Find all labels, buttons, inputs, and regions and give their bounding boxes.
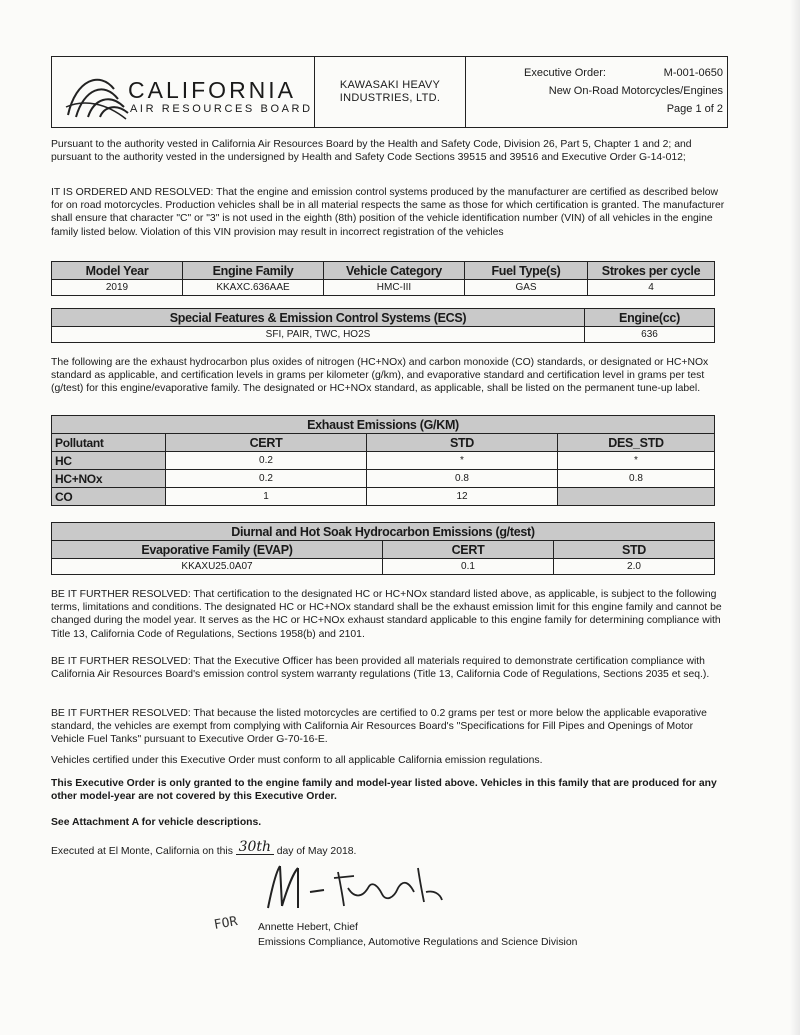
cell-cert: 0.2: [166, 452, 367, 470]
table-title-row: [52, 523, 715, 541]
table-header-row: [52, 309, 715, 327]
cell-cert: 0.2: [166, 470, 367, 488]
header-cert: CERT: [166, 434, 367, 452]
page-indicator: Page 1 of 2: [666, 103, 723, 115]
cell-evap-cert: 0.1: [383, 559, 554, 575]
cell-std: *: [367, 452, 558, 470]
carb-logo: [52, 57, 315, 127]
for-mark: FOR: [212, 914, 239, 933]
table-row: [52, 452, 715, 470]
header-engine-cc: Engine(cc): [585, 309, 715, 327]
table-row: [52, 559, 715, 575]
document-header: [51, 56, 728, 128]
cell-pollutant: CO: [52, 488, 166, 506]
exhaust-emissions-table: [51, 415, 715, 506]
table-header-row: [52, 262, 715, 280]
cell-des-std: 0.8: [558, 470, 715, 488]
standards-paragraph: The following are the exhaust hydrocarbon plus oxides of nitrogen (HC+NOx) and carbon monoxide (CO) standards, or designated or HC+NOx standard as applicable, and certification levels in grams per kilometer (g/km), and evaporative standard and certification level in grams per test (g/test) for this engine/evaporative family. The designated or HC+NOx standard, as applicable, shall be listed on the permanent tune-up label.: [51, 357, 709, 395]
engine-family-table: [51, 261, 715, 296]
carb-emblem-icon: [58, 59, 138, 125]
header-evap-std: STD: [554, 541, 715, 559]
table-row: [52, 280, 715, 296]
cell-std: 0.8: [367, 470, 558, 488]
executed-line: [51, 839, 726, 858]
evap-table-title: Diurnal and Hot Soak Hydrocarbon Emissions (g/test): [52, 523, 715, 541]
executed-prefix: Executed at El Monte, California on this: [51, 846, 233, 857]
executive-order-label: Executive Order:: [524, 67, 606, 79]
exhaust-table-title: Exhaust Emissions (G/KM): [52, 416, 715, 434]
signer-name: Annette Hebert, Chief: [258, 922, 358, 933]
header-fuel-type: Fuel Type(s): [465, 262, 588, 280]
table-row: [52, 327, 715, 343]
conform-paragraph: Vehicles certified under this Executive Order must conform to all applicable California emission regulations.: [51, 755, 543, 766]
cell-evap-family: KKAXU25.0A07: [52, 559, 383, 575]
executive-order-number: M-001-0650: [663, 67, 723, 79]
cell-pollutant: HC: [52, 452, 166, 470]
executed-day: 30th: [236, 841, 274, 855]
cell-vehicle-category: HMC-III: [324, 280, 465, 296]
ecs-table: [51, 308, 715, 343]
page-edge-shadow: [790, 0, 800, 1035]
org-name: CALIFORNIA: [128, 77, 297, 103]
header-ecs: Special Features & Emission Control Systems (ECS): [52, 309, 585, 327]
signer-division: Emissions Compliance, Automotive Regulations and Science Division: [258, 937, 578, 948]
header-model-year: Model Year: [52, 262, 183, 280]
table-header-row: [52, 434, 715, 452]
header-evap-cert: CERT: [383, 541, 554, 559]
cell-des-std: *: [558, 452, 715, 470]
cell-ecs: SFI, PAIR, TWC, HO2S: [52, 327, 585, 343]
executed-suffix: day of May 2018.: [276, 846, 357, 857]
resolved-paragraph-3: BE IT FURTHER RESOLVED: That because the listed motorcycles are certified to 0.2 grams per test or more below the applicable evaporative standard, the vehicles are exempt from complying with California Air Resources Board's "Specifications for Fill Pipes and Openings of Motor Vehicle Fuel Tanks" pursuant to Executive Order G-70-16-E.: [51, 708, 707, 746]
cell-des-std: [558, 488, 715, 506]
table-row: [52, 470, 715, 488]
cell-std: 12: [367, 488, 558, 506]
header-vehicle-category: Vehicle Category: [324, 262, 465, 280]
cell-cert: 1: [166, 488, 367, 506]
table-header-row: [52, 541, 715, 559]
cell-engine-cc: 636: [585, 327, 715, 343]
header-std: STD: [367, 434, 558, 452]
table-row: [52, 488, 715, 506]
header-pollutant: Pollutant: [52, 434, 166, 452]
org-subtitle: AIR RESOURCES BOARD: [130, 103, 313, 115]
only-granted-paragraph: This Executive Order is only granted to the engine family and model-year listed above. Vehicles in this family that are produced for any other model-year are not covered by this Executive Order.: [51, 778, 717, 803]
attachment-note: See Attachment A for vehicle descriptions.: [51, 817, 262, 828]
resolved-paragraph-1: BE IT FURTHER RESOLVED: That certification to the designated HC or HC+NOx standard listed above, as applicable, is subject to the following terms, limitations and conditions. The designated HC or HC+NOx standard shall be the exhaust emission limit for this engine family and cannot be changed during the model year. It serves as the HC or HC+NOx exhaust standard applicable to this engine family for determining compliance with Title 13, California Code of Regulations, Sections 1958(b) and 2101.: [51, 589, 722, 640]
intro-paragraph: Pursuant to the authority vested in California Air Resources Board by the Health and Safety Code, Division 26, Part 5, Chapter 1 and 2; and pursuant to the authority vested in the undersigned by Health and Safety Code Sections 39515 and 39516 and Executive Order G-14-012;: [51, 139, 692, 164]
order-category: New On-Road Motorcycles/Engines: [548, 85, 723, 97]
executive-order-block: [466, 57, 727, 127]
header-strokes: Strokes per cycle: [588, 262, 715, 280]
manufacturer-name: KAWASAKI HEAVY INDUSTRIES, LTD.: [315, 57, 466, 127]
cell-fuel-type: GAS: [465, 280, 588, 296]
cell-model-year: 2019: [52, 280, 183, 296]
cell-engine-family: KKAXC.636AAE: [183, 280, 324, 296]
header-des-std: DES_STD: [558, 434, 715, 452]
cell-strokes: 4: [588, 280, 715, 296]
table-title-row: [52, 416, 715, 434]
handwritten-signature: [258, 858, 458, 918]
cell-pollutant: HC+NOx: [52, 470, 166, 488]
ordered-paragraph: IT IS ORDERED AND RESOLVED: That the engine and emission control systems produced by the manufacturer are certified as described below for on road motorcycles. Production vehicles shall be in all material respects the same as those for which certification is granted. The manufacturer shall ensure that character "C" or "3" is not used in the eighth (8th) position of the vehicle identification number (VIN) of all vehicles in the engine family listed below. Violation of this VIN provision may result in incorrect registration of the vehicles: [51, 187, 725, 238]
header-evap-family: Evaporative Family (EVAP): [52, 541, 383, 559]
cell-evap-std: 2.0: [554, 559, 715, 575]
evaporative-emissions-table: [51, 522, 715, 575]
resolved-paragraph-2: BE IT FURTHER RESOLVED: That the Executive Officer has been provided all materials required to demonstrate certification compliance with California Air Resources Board's emission control system warranty regulations (Title 13, California Code of Regulations, Sections 2035 et seq.).: [51, 656, 710, 681]
header-engine-family: Engine Family: [183, 262, 324, 280]
